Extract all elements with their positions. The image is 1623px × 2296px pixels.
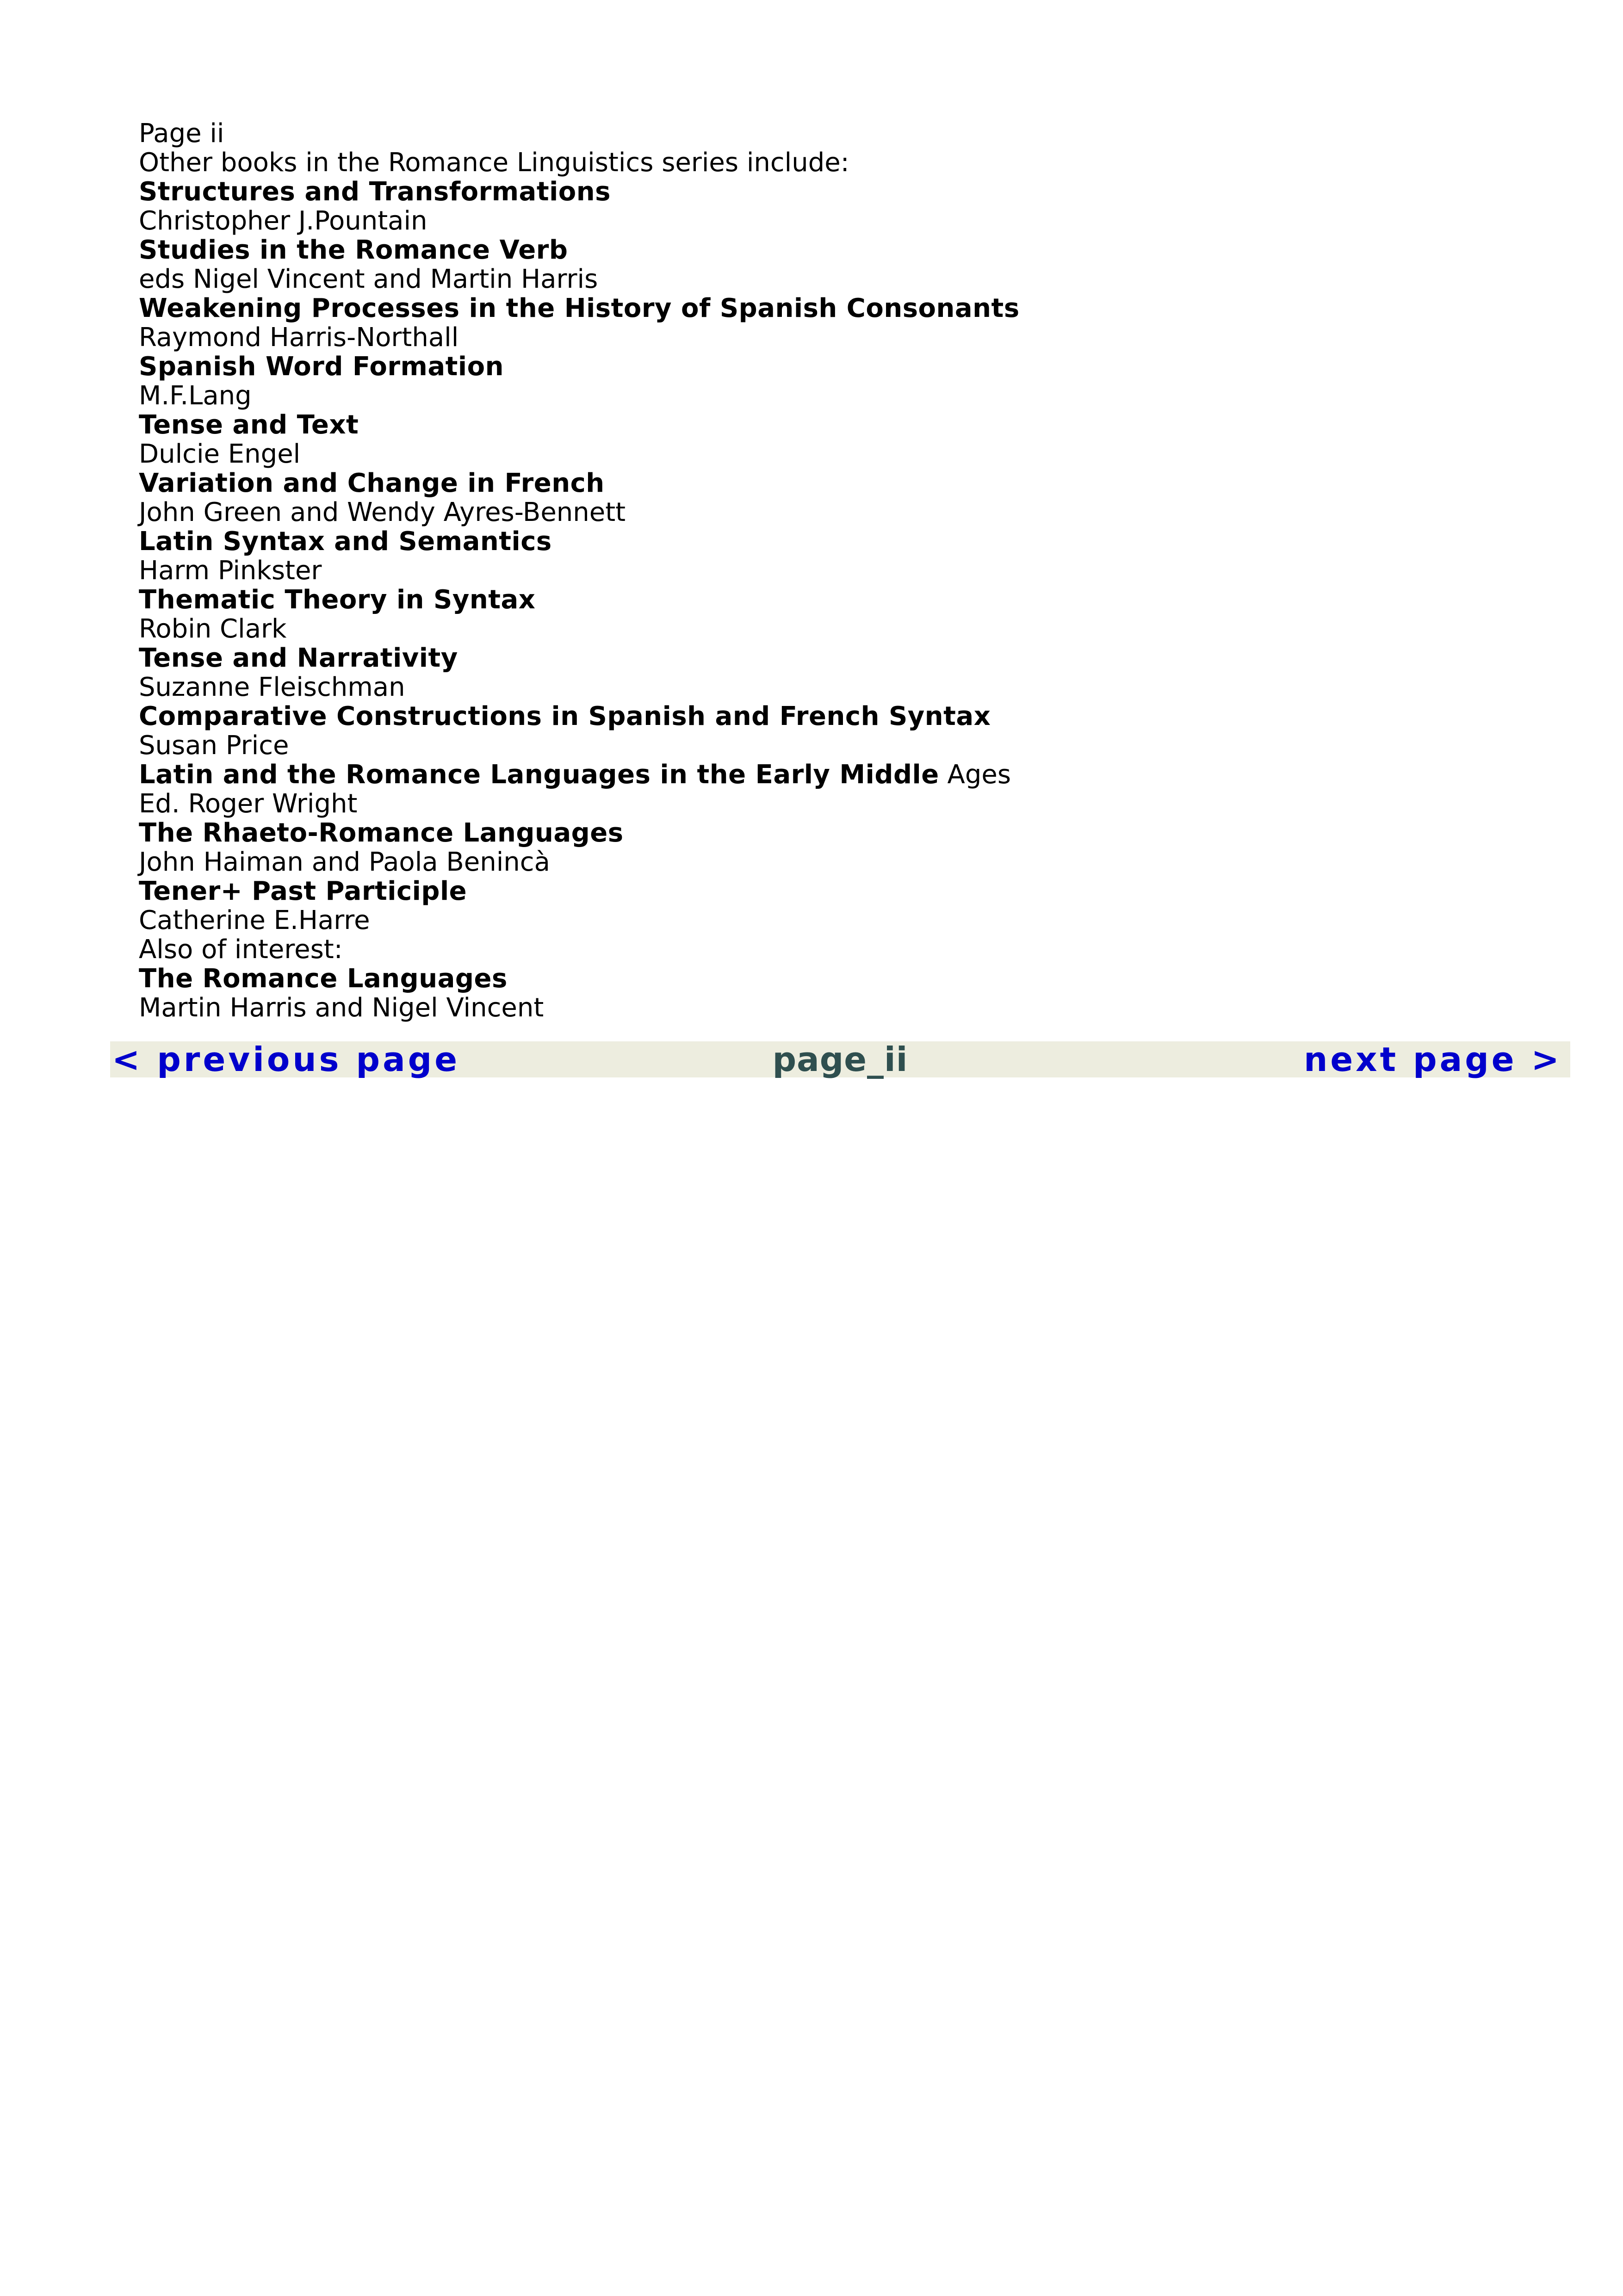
book-author: Ed. Roger Wright bbox=[139, 789, 358, 819]
book-title: Spanish Word Formation bbox=[139, 352, 504, 382]
book-author: Susan Price bbox=[139, 730, 289, 761]
series-intro: Other books in the Romance Linguistics series include: bbox=[139, 148, 849, 178]
current-page-label: page_ii bbox=[772, 1040, 908, 1079]
book-author: Christopher J.Pountain bbox=[139, 206, 427, 236]
book-title: Latin Syntax and Semantics bbox=[139, 526, 552, 557]
book-title: Thematic Theory in Syntax bbox=[139, 585, 536, 615]
book-author: John Haiman and Paola Benincà bbox=[139, 847, 550, 877]
book-author: Robin Clark bbox=[139, 614, 287, 644]
book-author: Suzanne Fleischman bbox=[139, 672, 405, 702]
page-navigation-bar bbox=[110, 1041, 1570, 1077]
also-of-interest-label: Also of interest: bbox=[139, 934, 343, 965]
book-author: Raymond Harris-Northall bbox=[139, 322, 459, 353]
book-title: Weakening Processes in the History of Spanish Consonants bbox=[139, 293, 1020, 323]
previous-page-link[interactable]: < previous page bbox=[112, 1040, 460, 1079]
book-title-row bbox=[139, 760, 1020, 789]
book-title: Tener+ Past Participle bbox=[139, 876, 467, 906]
book-author: Harm Pinkster bbox=[139, 556, 322, 586]
book-title: The Rhaeto-Romance Languages bbox=[139, 818, 624, 848]
book-author: Catherine E.Harre bbox=[139, 905, 370, 935]
book-list-page bbox=[139, 119, 1020, 1022]
book-title: Studies in the Romance Verb bbox=[139, 235, 568, 265]
book-title: Latin and the Romance Languages in the Early Middle bbox=[139, 760, 939, 790]
book-title-tail: Ages bbox=[939, 760, 1011, 790]
book-author: M.F.Lang bbox=[139, 381, 252, 411]
book-title: Structures and Transformations bbox=[139, 177, 611, 207]
book-title: Tense and Narrativity bbox=[139, 643, 458, 673]
book-author: eds Nigel Vincent and Martin Harris bbox=[139, 264, 598, 294]
book-author: John Green and Wendy Ayres-Bennett bbox=[139, 497, 626, 527]
next-page-link[interactable]: next page > bbox=[1304, 1040, 1562, 1079]
page-label: Page ii bbox=[139, 118, 224, 149]
book-title: Variation and Change in French bbox=[139, 468, 605, 498]
book-title: Tense and Text bbox=[139, 410, 359, 440]
book-author: Martin Harris and Nigel Vincent bbox=[139, 993, 544, 1023]
book-title: The Romance Languages bbox=[139, 964, 508, 994]
book-author: Dulcie Engel bbox=[139, 439, 301, 469]
book-title: Comparative Constructions in Spanish and French Syntax bbox=[139, 701, 991, 731]
